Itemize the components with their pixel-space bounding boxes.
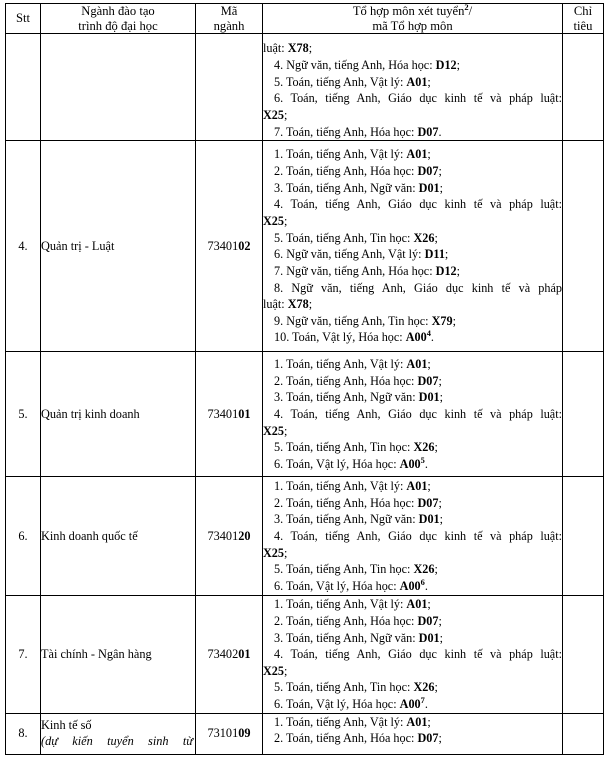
combination-code: D07 (417, 163, 439, 178)
cell-quota (563, 34, 604, 141)
footnote-marker-2: 2 (464, 1, 469, 12)
subject-combination-item (263, 495, 562, 512)
column-header-stt-label: Stt (15, 11, 30, 26)
combination-code: D07 (417, 124, 439, 139)
subject-combination-text: 3. Toán, tiếng Anh, Ngữ văn: (274, 180, 419, 195)
subject-combination-item (263, 329, 562, 346)
subject-combination-item (263, 389, 562, 406)
combination-code: D07 (417, 373, 439, 388)
subject-combination-punct: ; (427, 597, 431, 612)
combination-code: X25 (263, 545, 284, 560)
subject-combination-item (263, 439, 562, 456)
column-header-quota (563, 4, 604, 34)
major-name-text: Quản trị kinh doanh (41, 406, 140, 421)
subject-combination-punct: ; (427, 147, 431, 162)
table-row (6, 141, 604, 352)
subject-combination-punct: . (424, 697, 428, 712)
subject-combination-item (263, 613, 562, 630)
major-code-suffix: 02 (238, 238, 251, 253)
combination-code: D01 (418, 630, 440, 645)
subject-combination-text: 1. Toán, tiếng Anh, Vật lý: (274, 478, 407, 493)
subject-combination-item (263, 630, 562, 647)
subject-combination-wrap-line (263, 545, 562, 562)
subject-combination-item (263, 478, 562, 495)
subject-combination-item (263, 280, 562, 313)
subject-combination-punct: . (424, 456, 428, 471)
table-body (6, 34, 604, 755)
footnote-marker: 5 (420, 455, 425, 465)
combination-code: X25 (263, 663, 284, 678)
subject-combination-item (263, 57, 562, 74)
subject-combination-punct: ; (438, 613, 442, 628)
subject-combination-text: 5. Toán, tiếng Anh, Tin học: (274, 230, 414, 245)
cell-stt (6, 34, 41, 141)
subject-combination-wrap-line (263, 213, 562, 230)
subject-combination-punct: ; (308, 41, 313, 56)
subject-combination-punct: ; (284, 213, 288, 228)
cell-quota (563, 596, 604, 714)
cell-subject-combinations (263, 596, 563, 714)
subject-combination-punct: ; (438, 163, 442, 178)
subject-combination-text: 4. Ngữ văn, tiếng Anh, Hóa học: (274, 57, 436, 72)
admission-majors-table (5, 3, 604, 755)
subject-combination-punct: ; (439, 512, 444, 527)
combination-code: X26 (413, 562, 435, 577)
combination-code: A01 (406, 478, 428, 493)
subject-combination-text: 6. Ngữ văn, tiếng Anh, Vật lý: (274, 247, 425, 262)
subject-combination-text: 2. Toán, tiếng Anh, Hóa học: (274, 731, 418, 746)
cell-major-code (196, 596, 263, 714)
major-name-text: Quản trị - Luật (41, 238, 115, 253)
subject-combination-list (263, 596, 562, 713)
subject-combination-text: 5. Toán, tiếng Anh, Tin học: (274, 680, 414, 695)
cell-subject-combinations (263, 713, 563, 754)
column-header-subject-combination-line1: Tổ hợp môn xét tuyển (352, 4, 465, 18)
subject-combination-punct: . (424, 578, 428, 593)
combination-code: D11 (424, 247, 445, 262)
column-header-major-code (196, 4, 263, 34)
column-header-major (41, 4, 196, 34)
subject-combination-item (263, 511, 562, 528)
subject-combination-punct: ; (452, 313, 456, 328)
combination-code: A01 (406, 714, 428, 729)
subject-combination-text: 5. Toán, tiếng Anh, Vật lý: (274, 74, 407, 89)
subject-combination-item (263, 406, 562, 439)
subject-combination-item (263, 714, 562, 731)
subject-combination-punct: ; (427, 714, 431, 729)
combination-code: X79 (431, 313, 453, 328)
cell-major-code (196, 352, 263, 477)
subject-combination-item (263, 146, 562, 163)
subject-combination-text: 6. Toán, Vật lý, Hóa học: (274, 578, 400, 593)
subject-combination-punct: ; (456, 57, 461, 72)
subject-combination-punct: ; (434, 680, 438, 695)
major-code-prefix: 73401 (207, 528, 239, 543)
subject-combination-text: 10. Toán, Vật lý, Hóa học: (274, 330, 406, 345)
subject-combination-punct: ; (456, 263, 461, 278)
cell-quota (563, 141, 604, 352)
subject-combination-text: 2. Toán, tiếng Anh, Hóa học: (274, 613, 418, 628)
subject-combination-item (263, 578, 562, 595)
combination-code: D07 (417, 731, 439, 746)
subject-combination-punct: ; (444, 247, 449, 262)
cell-major-name (41, 34, 196, 141)
subject-combination-item (263, 373, 562, 390)
subject-combination-list (263, 714, 562, 747)
subject-combination-text: 6. Toán, Vật lý, Hóa học: (274, 456, 400, 471)
subject-combination-item (263, 730, 562, 747)
subject-combination-list (263, 356, 562, 473)
subject-combination-punct: ; (284, 545, 288, 560)
table-row (6, 596, 604, 714)
combination-code: D01 (418, 512, 440, 527)
major-code-prefix: 73402 (207, 646, 239, 661)
major-name-text: Tài chính - Ngân hàng (41, 646, 152, 661)
subject-combination-punct: ; (284, 107, 288, 122)
combination-code: D01 (418, 390, 440, 405)
subject-combination-text: 4. Toán, tiếng Anh, Giáo dục kinh tế và pháp luật: (274, 647, 562, 662)
column-header-quota-line1: Chỉ (573, 4, 593, 18)
cell-quota (563, 477, 604, 596)
combination-code: X78 (287, 41, 309, 56)
subject-combination-item (263, 561, 562, 578)
subject-combination-punct: . (430, 330, 434, 345)
subject-combination-wrap-line (263, 296, 562, 313)
subject-combination-list (263, 40, 562, 140)
subject-combination-item (263, 90, 562, 123)
combination-code: A01 (406, 597, 428, 612)
subject-combination-item (263, 180, 562, 197)
combination-code: X25 (263, 107, 284, 122)
subject-combination-punct: ; (438, 495, 442, 510)
cell-major-name (41, 713, 196, 754)
subject-combination-item (263, 163, 562, 180)
subject-combination-item (263, 356, 562, 373)
combination-code: X26 (413, 680, 435, 695)
subject-combination-punct: ; (427, 74, 431, 89)
table-header-row (6, 4, 604, 34)
column-header-quota-line2: tiêu (573, 18, 593, 33)
subject-combination-punct: . (438, 124, 442, 139)
combination-code: D12 (435, 263, 457, 278)
footnote-marker: 4 (426, 329, 431, 339)
combination-code: X26 (413, 440, 435, 455)
combination-code: A01 (406, 147, 428, 162)
column-header-subject-combination (263, 1, 563, 34)
column-header-major-code-line2: ngành (213, 18, 245, 33)
subject-combination-text: 1. Toán, tiếng Anh, Vật lý: (274, 597, 407, 612)
column-header-major-code-line1: Mã (220, 4, 238, 18)
column-header-major-line2: trình độ đại học (78, 18, 158, 33)
cell-stt: 7. (6, 596, 41, 714)
subject-combination-item (263, 196, 562, 229)
subject-combination-item (263, 124, 562, 141)
subject-combination-wrap-line (263, 663, 562, 680)
subject-combination-item (263, 230, 562, 247)
subject-combination-punct: ; (438, 373, 442, 388)
major-code-suffix: 01 (238, 406, 251, 421)
major-code-prefix: 73101 (207, 726, 239, 741)
subject-combination-text: 7. Ngữ văn, tiếng Anh, Hóa học: (274, 263, 436, 278)
subject-combination-punct: ; (284, 423, 288, 438)
column-header-subject-combination-slash: / (468, 4, 473, 18)
combination-code: A00 (399, 578, 421, 593)
combination-code: A00 (399, 456, 421, 471)
major-code-suffix: 20 (238, 528, 251, 543)
cell-major-name (41, 141, 196, 352)
subject-combination-wrap-line (263, 423, 562, 440)
cell-stt: 4. (6, 141, 41, 352)
combination-code: D12 (435, 57, 457, 72)
subject-combination-punct: ; (284, 663, 288, 678)
subject-combination-text: 4. Toán, tiếng Anh, Giáo dục kinh tế và pháp luật: (274, 406, 562, 421)
subject-combination-punct: ; (308, 297, 313, 312)
subject-combination-text: 1. Toán, tiếng Anh, Vật lý: (274, 356, 407, 371)
subject-combination-item (263, 246, 562, 263)
subject-combination-text: 5. Toán, tiếng Anh, Tin học: (274, 440, 414, 455)
major-code-prefix: 73401 (207, 238, 239, 253)
subject-combination-text: 1. Toán, tiếng Anh, Vật lý: (274, 147, 407, 162)
subject-combination-text: 9. Ngữ văn, tiếng Anh, Tin học: (274, 313, 432, 328)
cell-major-code (196, 713, 263, 754)
footnote-marker: 6 (420, 577, 425, 587)
cell-major-code (196, 477, 263, 596)
combination-code: D07 (417, 495, 439, 510)
subject-combination-text: luật: (263, 41, 288, 56)
subject-combination-item (263, 596, 562, 613)
subject-combination-text: 3. Toán, tiếng Anh, Ngữ văn: (274, 390, 419, 405)
table-row (6, 477, 604, 596)
subject-combination-punct: ; (427, 478, 431, 493)
subject-combination-item (263, 74, 562, 91)
subject-combination-wrap-lead: luật: (263, 297, 288, 312)
major-name-text: Kinh tế số (41, 718, 92, 733)
subject-combination-text: 5. Toán, tiếng Anh, Tin học: (274, 562, 414, 577)
combination-code: X26 (413, 230, 435, 245)
column-header-major-line1: Ngành đào tạo (81, 4, 155, 18)
combination-code: X25 (263, 423, 284, 438)
subject-combination-text: 8. Ngữ văn, tiếng Anh, Giáo dục kinh tế và pháp (274, 280, 562, 295)
subject-combination-punct: ; (438, 731, 442, 746)
combination-code: A01 (406, 356, 428, 371)
footnote-marker: 7 (420, 696, 425, 706)
subject-combination-item (263, 313, 562, 330)
major-code-suffix: 01 (238, 646, 251, 661)
subject-combination-punct: ; (427, 356, 431, 371)
subject-combination-punct: ; (439, 180, 444, 195)
combination-code: X78 (287, 297, 309, 312)
subject-combination-text: 4. Toán, tiếng Anh, Giáo dục kinh tế và pháp luật: (274, 197, 562, 212)
column-header-subject-combination-line2: mã Tổ hợp môn (372, 18, 453, 33)
major-name-note: (dự kiến tuyển sinh từ (41, 733, 193, 748)
subject-combination-item (263, 646, 562, 679)
subject-combination-text: 6. Toán, Vật lý, Hóa học: (274, 697, 400, 712)
combination-code: A00 (405, 330, 427, 345)
combination-code: A00 (399, 697, 421, 712)
subject-combination-text: 1. Toán, tiếng Anh, Vật lý: (274, 714, 407, 729)
subject-combination-punct: ; (434, 440, 438, 455)
cell-quota (563, 352, 604, 477)
subject-combination-item (263, 679, 562, 696)
subject-combination-item (263, 40, 562, 57)
subject-combination-text: 2. Toán, tiếng Anh, Hóa học: (274, 495, 418, 510)
table-row (6, 713, 604, 754)
cell-major-name (41, 596, 196, 714)
subject-combination-punct: ; (439, 630, 444, 645)
subject-combination-punct: ; (434, 230, 438, 245)
subject-combination-list (263, 146, 562, 346)
combination-code: X25 (263, 213, 284, 228)
subject-combination-text: 2. Toán, tiếng Anh, Hóa học: (274, 373, 418, 388)
cell-quota (563, 713, 604, 754)
subject-combination-text: 7. Toán, tiếng Anh, Hóa học: (274, 124, 418, 139)
table-row (6, 352, 604, 477)
subject-combination-punct: ; (434, 562, 438, 577)
subject-combination-punct: ; (439, 390, 444, 405)
major-code-suffix: 09 (238, 726, 251, 741)
combination-code: A01 (406, 74, 428, 89)
combination-code: D01 (418, 180, 440, 195)
subject-combination-text: 3. Toán, tiếng Anh, Ngữ văn: (274, 630, 419, 645)
cell-subject-combinations (263, 352, 563, 477)
subject-combination-item (263, 263, 562, 280)
cell-subject-combinations (263, 141, 563, 352)
column-header-stt (6, 4, 41, 34)
major-name-text: Kinh doanh quốc tế (41, 528, 138, 543)
subject-combination-item (263, 528, 562, 561)
table-header (6, 1, 604, 34)
cell-stt: 6. (6, 477, 41, 596)
subject-combination-text: 6. Toán, tiếng Anh, Giáo dục kinh tế và pháp luật: (274, 91, 562, 106)
cell-stt: 5. (6, 352, 41, 477)
subject-combination-item (263, 456, 562, 473)
cell-major-code (196, 34, 263, 141)
combination-code: D07 (417, 613, 439, 628)
subject-combination-text: 4. Toán, tiếng Anh, Giáo dục kinh tế và pháp luật: (274, 528, 562, 543)
cell-subject-combinations (263, 34, 563, 141)
subject-combination-list (263, 478, 562, 595)
subject-combination-text: 2. Toán, tiếng Anh, Hóa học: (274, 163, 418, 178)
subject-combination-wrap-line (263, 107, 562, 124)
major-code-prefix: 73401 (207, 406, 239, 421)
subject-combination-item (263, 696, 562, 713)
cell-subject-combinations (263, 477, 563, 596)
table-row (6, 34, 604, 141)
cell-stt: 8. (6, 713, 41, 754)
cell-major-name (41, 477, 196, 596)
cell-major-code (196, 141, 263, 352)
subject-combination-text: 3. Toán, tiếng Anh, Ngữ văn: (274, 512, 419, 527)
cell-major-name (41, 352, 196, 477)
